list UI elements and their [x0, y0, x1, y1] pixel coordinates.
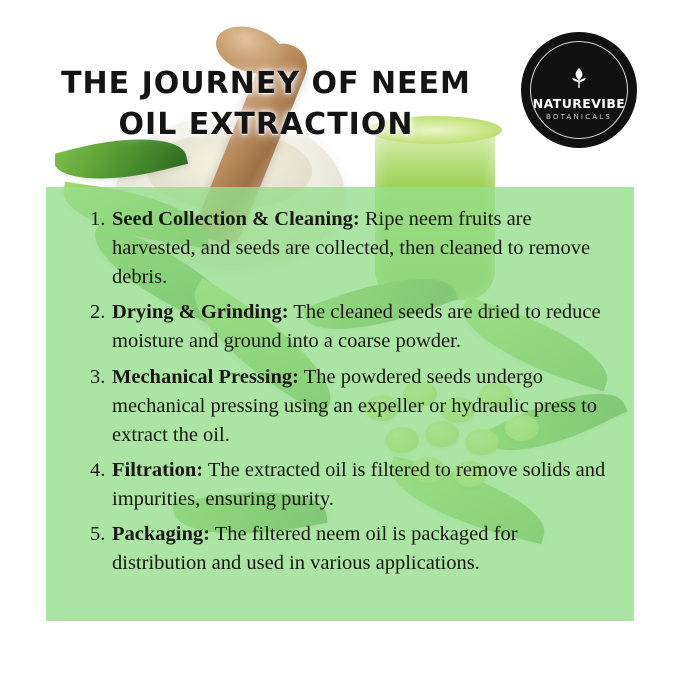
logo-ring — [530, 41, 628, 139]
brand-name: NATUREVIBE — [532, 95, 626, 111]
page-title: THE JOURNEY OF NEEM OIL EXTRACTION — [61, 66, 471, 142]
list-item — [90, 456, 608, 514]
list-item — [90, 298, 608, 356]
step-heading: Drying & Grinding: — [112, 301, 289, 324]
step-text: Ripe neem fruits are harvested, and seeds are collected, then cleaned to remove debris. — [112, 208, 591, 289]
brand-tagline: BOTANICALS — [545, 113, 613, 122]
brand-logo — [521, 32, 637, 148]
list-item — [90, 205, 608, 292]
step-heading: Packaging: — [112, 523, 210, 546]
step-heading: Filtration: — [112, 458, 204, 481]
step-heading: Seed Collection & Cleaning: — [112, 208, 360, 230]
step-text: The powdered seeds undergo mechanical pressing using an expeller or hydraulic press to extract the oil. — [112, 365, 598, 446]
steps-list — [46, 187, 634, 578]
list-item — [90, 363, 608, 450]
step-heading: Mechanical Pressing: — [112, 365, 299, 388]
steps-panel — [46, 187, 634, 621]
step-text: The extracted oil is filtered to remove solids and impurities, ensuring purity. — [112, 458, 606, 510]
step-text: The cleaned seeds are dried to reduce moisture and ground into a coarse powder. — [112, 301, 601, 353]
step-text: The filtered neem oil is packaged for distribution and used in various applications. — [112, 523, 518, 575]
list-item — [90, 520, 608, 578]
